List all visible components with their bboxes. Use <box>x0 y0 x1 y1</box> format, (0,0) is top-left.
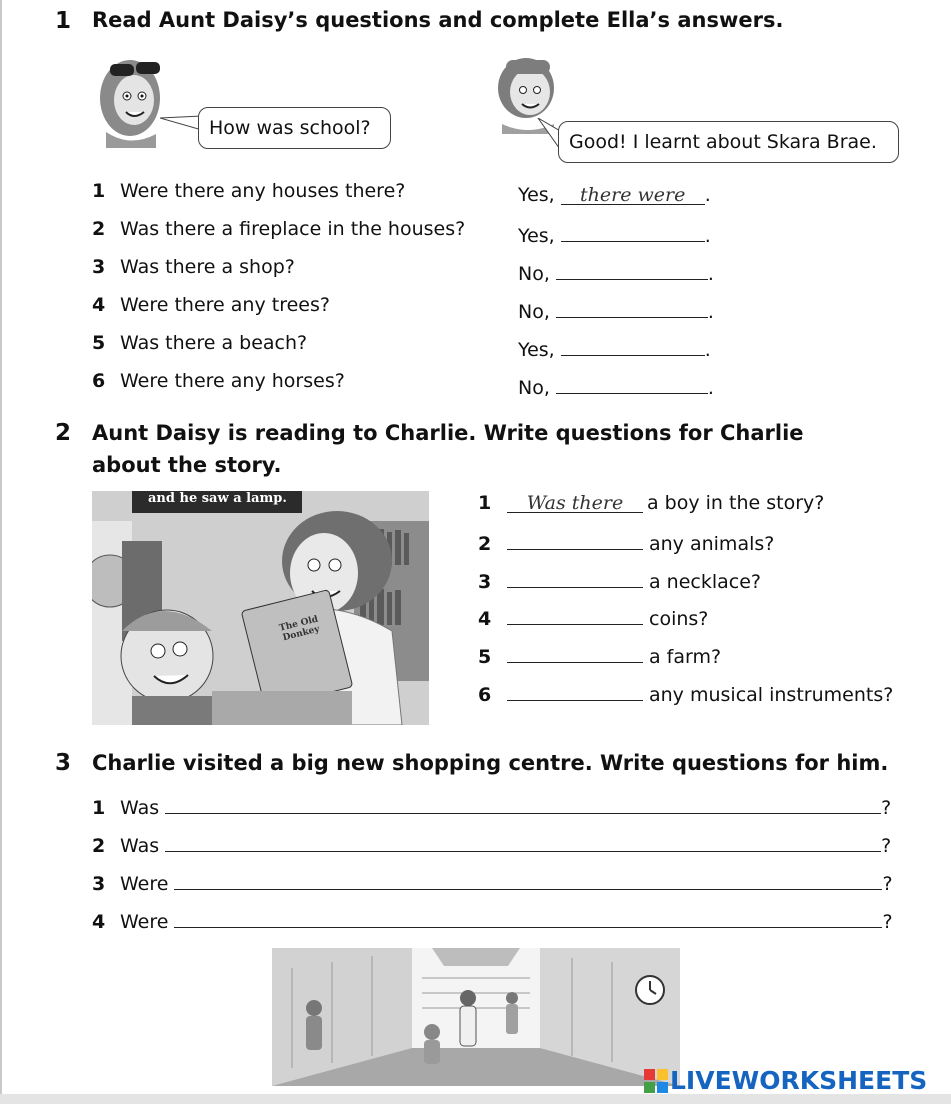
exercise-3-title: Charlie visited a big new shopping centre. Write questions for him. <box>92 751 889 775</box>
answer-blank[interactable] <box>174 870 882 890</box>
aunt-daisy-illustration <box>96 52 168 148</box>
item-number: 3 <box>92 873 106 895</box>
question-text: Were there any horses? <box>120 370 345 392</box>
answer-blank[interactable] <box>556 374 708 394</box>
answer-end: . <box>704 184 711 206</box>
question-end: ? <box>881 797 892 819</box>
exercise-2-title-line1: Aunt Daisy is reading to Charlie. Write questions for Charlie <box>92 421 804 445</box>
question-text: Was there a shop? <box>120 256 295 278</box>
story-caption: and he saw a lamp. <box>148 491 287 506</box>
answer-blank[interactable] <box>507 605 643 625</box>
item-number: 2 <box>92 835 106 857</box>
book-title: The Old Donkey <box>278 614 321 644</box>
story-reading-picture <box>92 491 429 725</box>
exercise-1-answer-row <box>518 336 711 361</box>
item-number: 5 <box>478 646 492 668</box>
exercise-2-item <box>478 643 721 668</box>
question-text: Were there any trees? <box>120 294 330 316</box>
exercise-1-number: 1 <box>55 8 72 34</box>
question-rest: any musical instruments? <box>649 684 894 706</box>
footer-bar <box>0 1094 951 1104</box>
answer-prefix: Yes, <box>518 184 555 206</box>
item-number: 4 <box>92 294 106 316</box>
question-rest: a farm? <box>649 646 722 668</box>
item-number: 3 <box>478 571 492 593</box>
question-rest: coins? <box>649 608 709 630</box>
answer-blank[interactable] <box>174 908 882 928</box>
answer-blank[interactable] <box>507 681 643 701</box>
liveworksheets-watermark <box>644 1066 927 1095</box>
item-number: 6 <box>478 684 492 706</box>
question-text: Were there any houses there? <box>120 180 406 202</box>
answer-end: . <box>707 377 714 399</box>
question-rest: any animals? <box>649 533 775 555</box>
exercise-3-number: 3 <box>55 750 72 776</box>
exercise-1-answer-row <box>518 374 714 399</box>
exercise-2-item <box>478 681 893 706</box>
answer-end: . <box>704 225 711 247</box>
item-number: 3 <box>92 256 106 278</box>
exercise-2-item <box>478 568 761 593</box>
question-rest: a necklace? <box>649 571 762 593</box>
answer-end: . <box>707 263 714 285</box>
exercise-1-answer-row <box>518 184 711 206</box>
item-number: 2 <box>92 218 106 240</box>
exercise-1-answer-row <box>518 298 714 323</box>
answer-blank[interactable] <box>561 336 705 356</box>
answer-prefix: No, <box>518 263 550 285</box>
exercise-3-item <box>92 870 893 895</box>
exercise-1-question-row <box>92 332 307 354</box>
answer-prefix: No, <box>518 377 550 399</box>
item-number: 5 <box>92 332 106 354</box>
exercise-1-answer-row <box>518 222 711 247</box>
question-end: ? <box>881 835 892 857</box>
answer-blank[interactable] <box>507 568 643 588</box>
exercise-2-item <box>478 530 774 555</box>
item-number: 1 <box>478 492 492 514</box>
answer-blank[interactable] <box>165 832 881 852</box>
liveworksheets-logo-icon <box>644 1069 668 1093</box>
answer-blank[interactable] <box>556 260 708 280</box>
exercise-3-item <box>92 832 891 857</box>
story-scene <box>92 491 429 725</box>
exercise-1-question-row <box>92 294 330 316</box>
answer-end: . <box>707 301 714 323</box>
exercise-1-question-row <box>92 218 465 240</box>
speech-bubble-ella: Good! I learnt about Skara Brae. <box>558 121 899 163</box>
exercise-2-title-line2: about the story. <box>92 453 282 477</box>
exercise-3-item <box>92 908 893 933</box>
item-number: 4 <box>92 911 106 933</box>
exercise-1-question-row <box>92 370 345 392</box>
exercise-2-number: 2 <box>55 420 72 446</box>
page-left-border <box>0 0 2 1104</box>
exercise-1-question-row <box>92 256 295 278</box>
answer-prefix: Yes, <box>518 225 555 247</box>
exercise-2-item <box>478 492 824 514</box>
answer-prefix: Yes, <box>518 339 555 361</box>
question-text: Was there a fireplace in the houses? <box>120 218 466 240</box>
question-end: ? <box>882 911 893 933</box>
item-number: 1 <box>92 797 106 819</box>
answer-end: . <box>704 339 711 361</box>
exercise-1-question-row <box>92 180 405 202</box>
question-start: Were <box>120 873 169 895</box>
item-number: 1 <box>92 180 106 202</box>
answer-blank[interactable] <box>556 298 708 318</box>
speech-bubble-daisy: How was school? <box>198 107 391 149</box>
question-start: Were <box>120 911 169 933</box>
exercise-1-answer-row <box>518 260 714 285</box>
speech-bubble-tail-daisy <box>160 112 202 136</box>
question-rest: a boy in the story? <box>647 492 825 514</box>
shopping-centre-illustration <box>272 948 680 1086</box>
answer-blank[interactable]: there were <box>561 185 705 205</box>
question-end: ? <box>882 873 893 895</box>
answer-blank[interactable] <box>507 643 643 663</box>
liveworksheets-brand: LIVEWORKSHEETS <box>670 1066 928 1095</box>
answer-blank[interactable] <box>165 794 881 814</box>
item-number: 4 <box>478 608 492 630</box>
question-start: Was <box>120 797 160 819</box>
exercise-2-item <box>478 605 708 630</box>
answer-prefix: No, <box>518 301 550 323</box>
answer-blank[interactable]: Was there <box>507 493 643 513</box>
question-text: Was there a beach? <box>120 332 308 354</box>
answer-blank[interactable] <box>561 222 705 242</box>
answer-blank[interactable] <box>507 530 643 550</box>
exercise-1-title: Read Aunt Daisy’s questions and complete Ella’s answers. <box>92 8 784 32</box>
item-number: 2 <box>478 533 492 555</box>
item-number: 6 <box>92 370 106 392</box>
exercise-3-item <box>92 794 891 819</box>
question-start: Was <box>120 835 160 857</box>
